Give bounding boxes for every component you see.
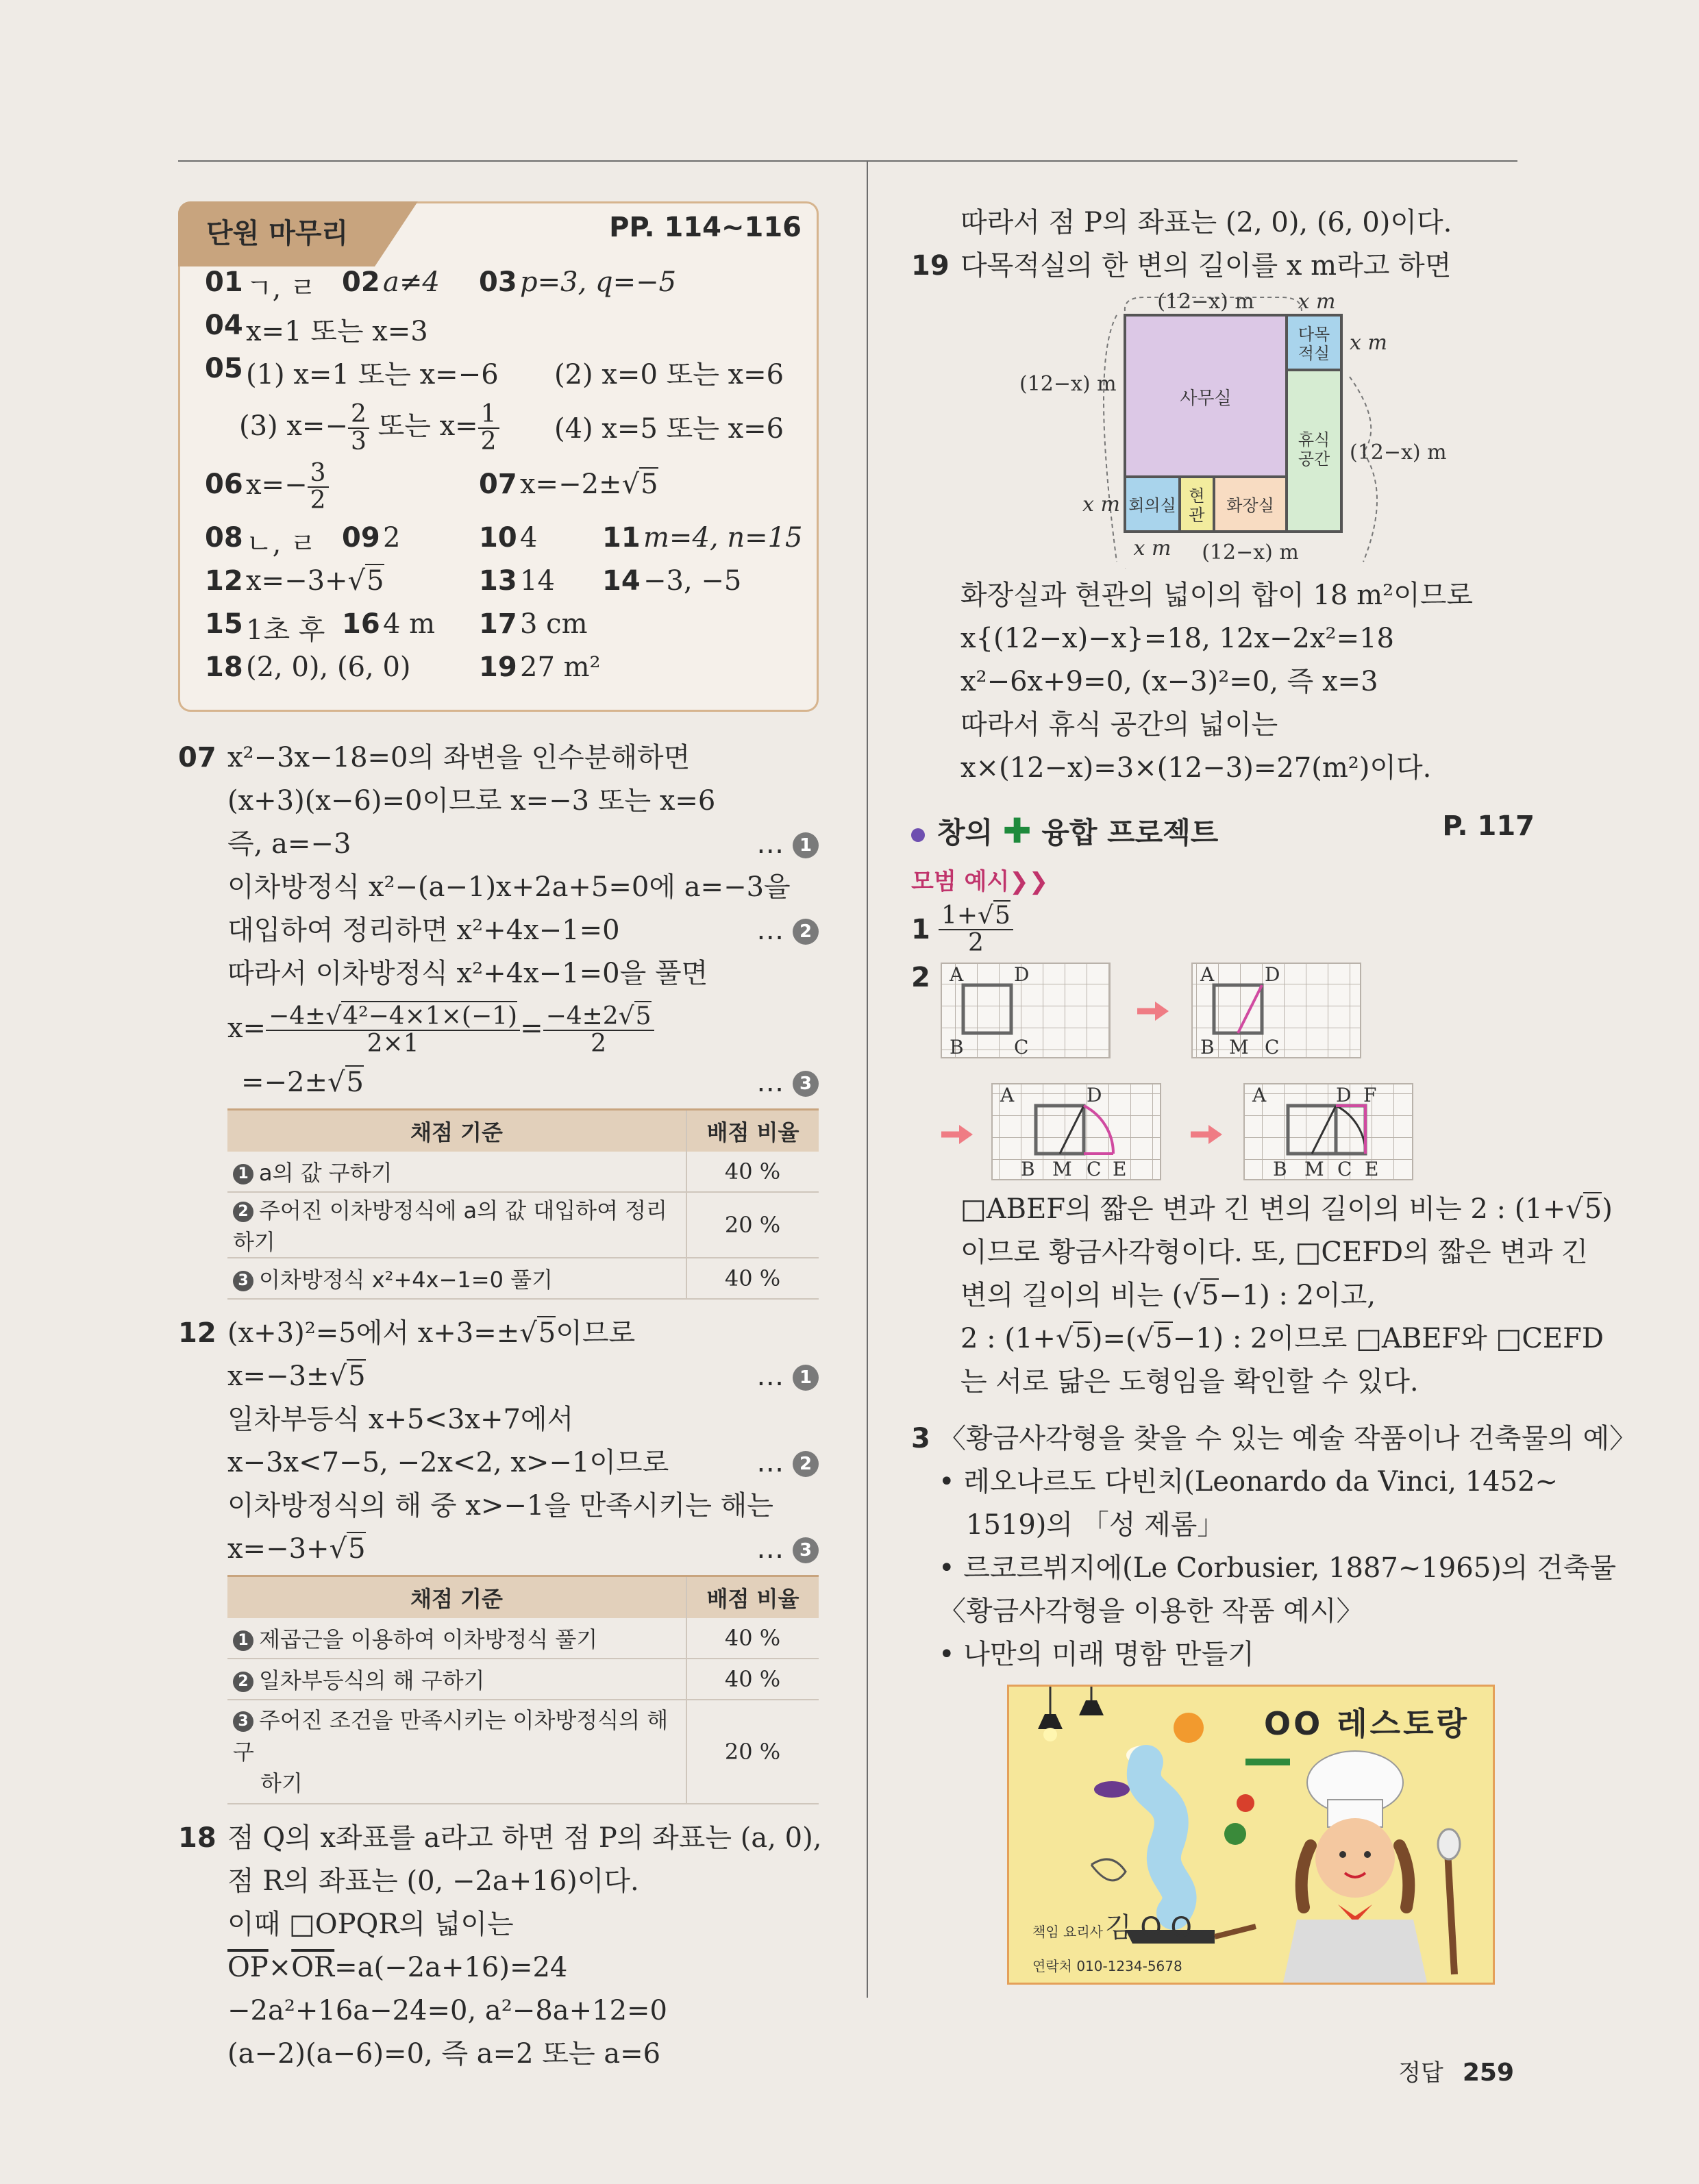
solution-line: x²−6x+9=0, (x−3)²=0, 즉 x=3 [960,666,1378,697]
summary-row [205,353,817,396]
answer-value: p=3, q=−5 [520,266,677,298]
golden-rectangle-construction [911,962,1555,1188]
rest-label: 휴식 [1298,430,1330,449]
table-row: 2 주어진 이차방정식에 a의 값 대입하여 정리하기 20 % [227,1192,819,1258]
bullet-dot-icon [911,828,925,842]
multipurpose-label: 다목 [1298,325,1330,344]
answer-value: (1) x=1 또는 x=−6 [246,359,499,390]
answer-value: 4 [520,522,538,554]
answer-value: 3 cm [520,608,588,640]
solution-07 [178,736,819,1300]
card-name: 김 O O [1105,1912,1193,1944]
answer-value: ㄱ, ㄹ [246,273,317,304]
summary-row [205,396,817,459]
answer-3-text: 1519)의 「성 제롬」 [966,1509,1225,1541]
entry-label: 현 [1189,486,1205,506]
dimension-label: x m [1082,493,1120,517]
scoring-table [227,1108,819,1300]
summary-row [205,565,817,608]
answer-number: 03 [479,266,517,298]
card-title: OO 레스토랑 [1264,1705,1469,1742]
solution-line: x−3x<7−5, −2x<2, x>−1이므로 … 2 [178,1441,819,1485]
answer-number: 06 [205,469,243,500]
answer-3-text: 〈황금사각형을 이용한 작품 예시〉 [939,1596,1364,1627]
dimension-label: (12−x) m [1202,541,1299,564]
left-column [178,201,822,2076]
answer-value: 2 [383,522,401,554]
table-row: 3 주어진 조건을 만족시키는 이차방정식의 해 구 하기 20 % [227,1700,819,1804]
answer-value: (2, 0), (6, 0) [246,652,411,683]
problem-number: 12 [178,1317,216,1349]
model-example-label: 모범 예시❯❯ [911,868,1049,895]
table-header: 배점 비율 [686,1110,819,1152]
svg-text:D: D [1336,1084,1352,1106]
toilet-label: 화장실 [1226,496,1274,515]
solution-line: 따라서 점 P의 좌표는 (2, 0), (6, 0)이다. [960,207,1452,238]
solution-line: x=−3±√5 … 1 [178,1355,819,1398]
plus-icon: ✚ [1002,811,1032,851]
solution-line: x×(12−x)=3×(12−3)=27(m²)이다. [960,752,1432,784]
answer-number: 11 [602,522,641,554]
answer-number: 15 [205,608,243,640]
summary-title: 단원 마무리 [206,218,349,249]
summary-row [205,266,817,310]
step-marker: 1 [793,1365,819,1391]
project-header [911,810,1555,858]
summary-row [205,652,817,695]
table-row: 1 제곱근을 이용하여 이차방정식 풀기 40 % [227,1618,819,1659]
business-card [1007,1685,1495,1985]
svg-text:E: E [1365,1158,1379,1180]
answer-value: 1초 후 [246,615,325,646]
solution-18 [178,1817,822,2076]
step-marker: 2 [793,1451,819,1477]
answer-2-text: □ABEF의 짧은 변과 긴 변의 길이의 비는 2 : (1+√5) [960,1193,1613,1225]
table-row: 2 일차부등식의 해 구하기 40 % [227,1659,819,1700]
solution-line: 다목적실의 한 변의 길이를 x m라고 하면 [960,250,1452,282]
solution-line: 이차방정식의 해 중 x>−1을 만족시키는 해는 [227,1490,773,1522]
solution-line: x=−3+√5 … 3 [178,1528,819,1571]
answer-number: 13 [479,565,517,597]
table-header: 배점 비율 [686,1576,819,1619]
answer-number: 12 [205,565,243,597]
table-row: 1 a의 값 구하기 40 % [227,1152,819,1192]
column-divider [867,162,868,1998]
answer-number: 14 [602,565,641,597]
meeting-label: 회의실 [1128,496,1176,515]
solution-line: 이때 □OPQR의 넓이는 [227,1909,514,1940]
solution-line: 따라서 휴식 공간의 넓이는 [960,709,1278,741]
answer-value: (4) x=5 또는 x=6 [554,413,784,445]
svg-text:C: C [1265,1036,1280,1058]
page-footer [1398,2054,1514,2087]
summary-row [205,522,817,565]
solution-line: x²−3x−18=0의 좌변을 인수분해하면 [227,742,691,773]
answer-3-text: • 나만의 미래 명함 만들기 [939,1639,1254,1670]
office-label: 사무실 [1180,388,1232,409]
summary-pages: PP. 114~116 [609,212,802,243]
solution-line: 대입하여 정리하면 x²+4x−1=0 … 2 [178,909,819,952]
table-row: 3 이차방정식 x²+4x−1=0 풀기 40 % [227,1258,819,1299]
problem-number: 19 [911,250,950,282]
answer-3-text: • 레오나르도 다빈치(Leonardo da Vinci, 1452~ [939,1466,1559,1498]
answer-value: m=4, n=15 [643,522,803,554]
problem-number: 18 [178,1822,216,1854]
svg-text:D: D [1087,1084,1102,1106]
solution-line: $\overline{OP}\times\overline{OR}=a(-2a+16)=24$ [227,1952,568,1983]
answer-value: ㄴ, ㄹ [246,528,317,560]
svg-text:A: A [1000,1084,1015,1106]
answer-3-text: • 르코르뷔지에(Le Corbusier, 1887~1965)의 건축물 [939,1552,1617,1584]
answer-2-text: 변의 길이의 비는 (√5−1) : 2이고, [960,1280,1376,1311]
svg-text:A: A [950,963,964,986]
answer-2-text: 는 서로 닮은 도형임을 확인할 수 있다. [960,1366,1419,1398]
step-marker: 3 [793,1071,819,1097]
dimension-label: (12−x) m [1157,290,1254,314]
answer-value: 14 [520,565,555,597]
project-title: 창의 ✚ 융합 프로젝트 [911,810,1218,852]
double-chevron-icon: ❯❯ [1009,868,1049,895]
solution-line: x= $\frac{\text{−4±√4²−4×1×(−1)}}{2\times 1}$ = $\frac{-4\pm 2√5}{2}$ [178,995,819,1061]
card-role: 책임 요리사 [1032,1924,1103,1940]
answer-number: 07 [479,469,517,500]
svg-text:M: M [1304,1158,1324,1180]
solution-line: x{(12−x)−x}=18, 12x−2x²=18 [960,623,1394,654]
rest-label: 공간 [1298,449,1330,469]
answer-number: 08 [205,522,243,554]
answer-1: 1 $\frac{1+√5}{2}$ [911,903,1555,962]
step-marker: 2 [793,919,819,945]
solution-line: 화장실과 현관의 넓이의 합이 18 m²이므로 [960,580,1474,611]
answer-value: x=1 또는 x=3 [246,316,428,347]
problem-number: 07 [178,742,216,773]
answer-number: 18 [205,652,243,683]
dimension-label: x m [1350,331,1387,355]
floor-plan-figure [911,288,1555,569]
answer-number: 09 [342,522,380,554]
answer-value: −3, −5 [643,565,742,597]
answer-2-text: 이므로 황금사각형이다. 또, □CEFD의 짧은 변과 긴 [960,1237,1589,1268]
right-column [911,201,1637,1985]
top-rule [178,160,1517,162]
summary-row [205,608,817,652]
solution-line: 따라서 이차방정식 x²+4x−1=0을 풀면 [227,958,708,989]
multipurpose-label: 적실 [1298,344,1330,363]
svg-text:D: D [1265,963,1280,986]
answer-value: x=−2±√5 [520,469,658,500]
dimension-label: x m [1133,536,1171,560]
solution-line: =−2±√5 … 3 [178,1061,819,1104]
svg-text:B: B [1200,1036,1215,1058]
dimension-label: (12−x) m [1350,440,1447,464]
answer-number: 10 [479,522,517,554]
summary-row [205,310,817,353]
solution-12 [178,1312,819,1804]
answer-number: 04 [205,310,243,341]
svg-text:D: D [1014,963,1030,986]
answer-3-text: 〈황금사각형을 찾을 수 있는 예술 작품이나 건축물의 예〉 [939,1423,1637,1454]
solution-line: 일차부등식 x+5<3x+7에서 [227,1404,574,1435]
svg-text:M: M [1229,1036,1249,1058]
page-number: 259 [1462,2059,1514,2087]
solution-line: 점 Q의 x좌표를 a라고 하면 점 P의 좌표는 (a, 0), [227,1822,822,1854]
answer-value: 4 m [383,608,436,640]
svg-text:F: F [1363,1084,1377,1106]
answer-value: x=−3+√5 [246,565,384,597]
card-contact: 연락처 010-1234-5678 [1032,1958,1182,1974]
svg-text:B: B [950,1036,964,1058]
svg-text:C: C [1087,1158,1102,1180]
answer-number: 3 [911,1423,930,1454]
svg-text:B: B [1021,1158,1035,1180]
answer-number: 01 [205,266,243,298]
svg-text:C: C [1337,1158,1352,1180]
svg-text:M: M [1052,1158,1072,1180]
svg-text:A: A [1200,963,1215,986]
answer-number: 19 [479,652,517,683]
svg-text:E: E [1113,1158,1127,1180]
table-header: 채점 기준 [227,1576,686,1619]
answer-value: x=− $\frac{3}{2}$ [246,460,329,514]
footer-label: 정답 [1398,2059,1443,2087]
solution-line: −2a²+16a−24=0, a²−8a+12=0 [227,1995,667,2026]
summary-row [205,459,817,522]
answer-number: 16 [342,608,380,640]
answer-2-text: 2 : (1+√5)=(√5−1) : 2이므로 □ABEF와 □CEFD [960,1323,1604,1354]
answer-value: a≠4 [383,266,440,298]
project-page: P. 117 [1442,810,1535,842]
answer-value: 27 m² [520,652,601,683]
entry-label: 관 [1189,506,1205,525]
answer-number: 02 [342,266,380,298]
svg-text:C: C [1014,1036,1029,1058]
svg-text:A: A [1252,1084,1267,1106]
table-header: 채점 기준 [227,1110,686,1152]
solution-line: 즉, a=−3 … 1 [178,823,819,866]
answer-2: 2 A D B C A D B M C A D B M C E A D F B M C E [911,962,1555,1188]
dimension-label: x m [1298,290,1336,314]
step-marker: 1 [793,832,819,858]
answer-value: (2) x=0 또는 x=6 [554,359,784,390]
solution-line: (a−2)(a−6)=0, 즉 a=2 또는 a=6 [227,2038,661,2070]
scoring-table [227,1575,819,1804]
solution-line: 점 R의 좌표는 (0, −2a+16)이다. [227,1865,639,1897]
dimension-label: (12−x) m [1019,372,1117,396]
answer-number: 17 [479,608,517,640]
answer-value: (3) x=− $\frac{2}{3}$ 또는 x= $\frac{1}{2}$ [239,401,499,455]
summary-box [178,201,819,712]
answer-number: 05 [205,353,243,384]
svg-text:B: B [1273,1158,1287,1180]
step-marker: 3 [793,1537,819,1563]
solution-line: (x+3)²=5에서 x+3=±√5이므로 [227,1317,636,1349]
solution-line: 이차방정식 x²−(a−1)x+2a+5=0에 a=−3을 [227,871,791,903]
solution-line: (x+3)(x−6)=0이므로 x=−3 또는 x=6 [227,785,716,817]
